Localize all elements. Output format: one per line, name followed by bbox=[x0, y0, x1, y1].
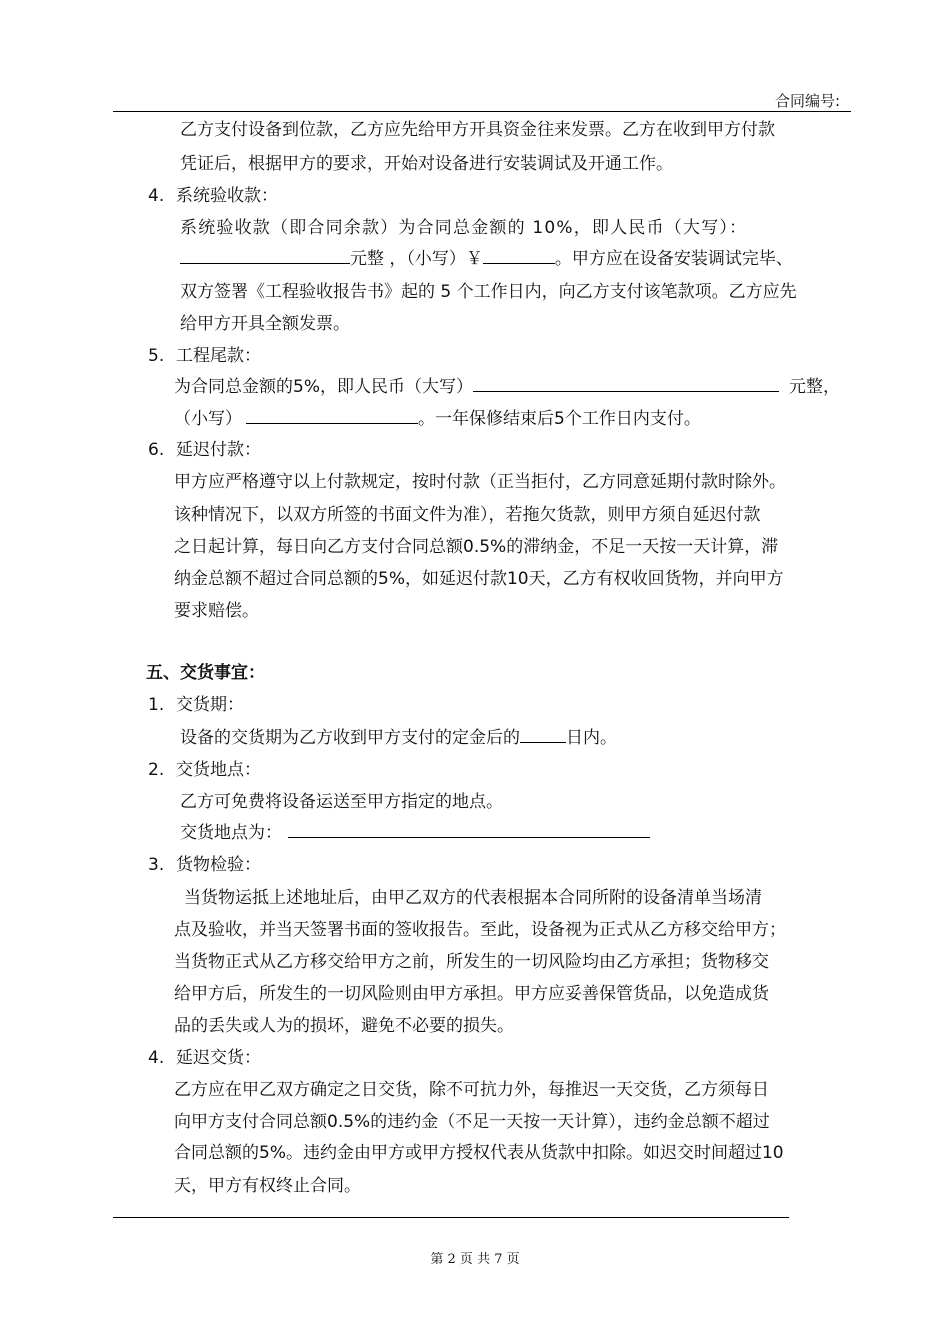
paragraph-line: 纳金总额不超过合同总额的5%，如延迟付款10天，乙方有权收回货物，并向甲方 bbox=[174, 569, 784, 589]
paragraph-line-with-blanks: 交货地点为： bbox=[180, 821, 650, 845]
item-title: 延迟交货： bbox=[176, 1048, 261, 1068]
paragraph-line: 向甲方支付合同总额0.5%的违约金（不足一天按一天计算），违约金总额不超过 bbox=[174, 1112, 770, 1132]
paragraph-line: 之日起计算，每日向乙方支付合同总额0.5%的滞纳金，不足一天按一天计算，滞 bbox=[174, 537, 779, 557]
amount-figures-blank[interactable] bbox=[483, 247, 555, 264]
item-number: 6. bbox=[148, 440, 165, 460]
paragraph-line: 给甲方开具全额发票。 bbox=[180, 314, 350, 334]
item-number: 2. bbox=[148, 760, 165, 780]
paragraph-line: 给甲方后，所发生的一切风险则由甲方承担。甲方应妥善保管货品，以免造成货 bbox=[174, 984, 769, 1004]
footer-divider bbox=[113, 1217, 789, 1218]
paragraph-line: 该种情况下，以双方所签的书面文件为准），若拖欠货款，则甲方须自延迟付款 bbox=[174, 505, 761, 525]
paragraph-line: 乙方可免费将设备运送至甲方指定的地点。 bbox=[180, 792, 503, 812]
delivery-days-blank[interactable] bbox=[520, 726, 566, 743]
paragraph-line-with-blanks: 为合同总金额的5%，即人民币（大写） 元整， bbox=[174, 377, 840, 397]
paragraph-line: 乙方应在甲乙双方确定之日交货，除不可抗力外，每推迟一天交货，乙方须每日 bbox=[174, 1080, 769, 1100]
paragraph-line: 凭证后，根据甲方的要求，开始对设备进行安装调试及开通工作。 bbox=[180, 154, 673, 174]
delivery-address-blank[interactable] bbox=[288, 821, 650, 838]
amount-words-blank[interactable] bbox=[473, 375, 779, 392]
item-title: 交货期： bbox=[176, 695, 244, 715]
paragraph-line: 双方签署《工程验收报告书》起的 5 个工作日内，向乙方支付该笔款项。乙方应先 bbox=[180, 282, 797, 302]
section-heading: 五、交货事宜： bbox=[146, 663, 265, 683]
paragraph-line-with-blanks: 设备的交货期为乙方收到甲方支付的定金后的 日内。 bbox=[180, 728, 617, 748]
paragraph-line-with-blanks: （小写） 。一年保修结束后5个工作日内支付。 bbox=[174, 409, 701, 429]
item-number: 4. bbox=[148, 186, 165, 206]
item-number: 5. bbox=[148, 346, 165, 366]
paragraph-line-with-blanks: 元整 ，（小写）￥ 。甲方应在设备安装调试完毕、 bbox=[180, 247, 793, 271]
item-title: 工程尾款： bbox=[176, 346, 261, 366]
paragraph-line: 乙方支付设备到位款，乙方应先给甲方开具资金往来发票。乙方在收到甲方付款 bbox=[180, 120, 775, 140]
item-title: 系统验收款： bbox=[176, 186, 278, 206]
page-number: 第 2 页 共 7 页 bbox=[430, 1252, 520, 1267]
paragraph-line: 当货物运抵上述地址后，由甲乙双方的代表根据本合同所附的设备清单当场清 bbox=[184, 888, 762, 908]
item-title: 延迟付款： bbox=[176, 440, 261, 460]
amount-words-blank[interactable] bbox=[180, 247, 350, 264]
item-number: 3. bbox=[148, 855, 165, 875]
paragraph-line: 甲方应严格遵守以上付款规定，按时付款（正当拒付，乙方同意延期付款时除外。 bbox=[174, 472, 786, 492]
item-number: 1. bbox=[148, 695, 165, 715]
paragraph-line: 合同总额的5%。违约金由甲方或甲方授权代表从货款中扣除。如迟交时间超过10 bbox=[174, 1143, 784, 1163]
paragraph-line: 当货物正式从乙方移交给甲方之前，所发生的一切风险均由乙方承担；货物移交 bbox=[174, 952, 769, 972]
paragraph-line: 系统验收款（即合同余款）为合同总金额的 10%，即人民币（大写）： bbox=[180, 218, 748, 238]
item-title: 货物检验： bbox=[176, 855, 261, 875]
paragraph-line: 点及验收，并当天签署书面的签收报告。至此，设备视为正式从乙方移交给甲方； bbox=[174, 920, 786, 940]
item-title: 交货地点： bbox=[176, 760, 261, 780]
contract-number-label: 合同编号: bbox=[774, 92, 840, 110]
header-divider bbox=[113, 111, 851, 112]
paragraph-line: 品的丢失或人为的损坏，避免不必要的损失。 bbox=[174, 1016, 514, 1036]
paragraph-line: 天，甲方有权终止合同。 bbox=[174, 1176, 361, 1196]
amount-figures-blank[interactable] bbox=[246, 407, 418, 424]
paragraph-line: 要求赔偿。 bbox=[174, 601, 259, 621]
item-number: 4. bbox=[148, 1048, 165, 1068]
